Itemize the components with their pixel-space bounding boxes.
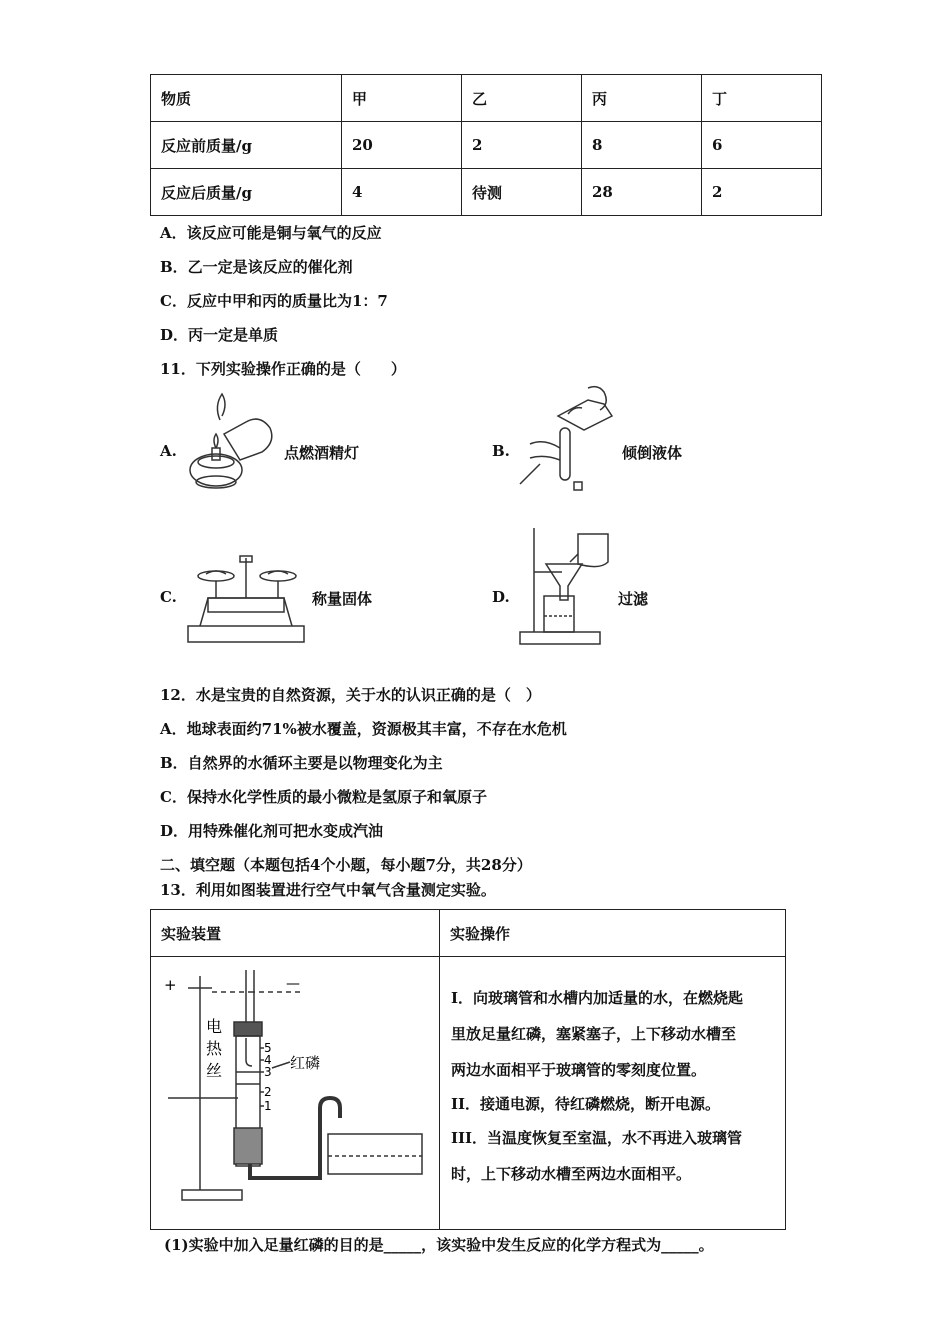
- table-cell: 6: [702, 122, 822, 169]
- scale-2: 2: [264, 1085, 272, 1099]
- table-cell: 丁: [702, 75, 822, 122]
- q13-stem: 13．利用如图装置进行空气中氧气含量测定实验。: [160, 881, 496, 899]
- op-line: 时，上下移动水槽至两边水面相平。: [451, 1165, 692, 1183]
- table-cell: 20: [342, 122, 462, 169]
- pouring-liquid-icon: [518, 384, 622, 500]
- label-wire-3: 丝: [206, 1061, 223, 1080]
- table-cell: 2: [462, 122, 582, 169]
- table-cell: 反应后质量/g: [151, 169, 342, 216]
- q11-label-d: D.: [492, 588, 510, 606]
- q11-label-b: B.: [492, 442, 510, 460]
- balance-icon: [186, 554, 308, 644]
- table-cell: 28: [582, 169, 702, 216]
- table-cell: 甲: [342, 75, 462, 122]
- q10-option-a: A．该反应可能是铜与氧气的反应: [160, 224, 382, 242]
- q12-option-d: D．用特殊催化剂可把水变成汽油: [160, 822, 384, 840]
- label-wire-2: 热: [206, 1039, 223, 1058]
- table-cell: 8: [582, 122, 702, 169]
- alcohol-lamp-icon: [186, 390, 282, 496]
- table-cell: 实验操作: [440, 910, 786, 957]
- table-row: [151, 122, 822, 169]
- table-cell: 丙: [582, 75, 702, 122]
- scale-3: 3: [264, 1065, 272, 1079]
- q11-caption-c: 称量固体: [312, 590, 373, 608]
- q11-label-a: A.: [160, 442, 177, 460]
- q12-option-a: A．地球表面约71%被水覆盖，资源极其丰富，不存在水危机: [160, 720, 567, 738]
- op-line: II．接通电源，待红磷燃烧，断开电源。: [451, 1095, 721, 1113]
- apparatus-diagram: [160, 968, 430, 1206]
- table-cell: 实验装置: [151, 910, 440, 957]
- op-line: 里放足量红磷，塞紧塞子，上下移动水槽至: [451, 1025, 737, 1043]
- table-row: [151, 169, 822, 216]
- q12-option-b: B．自然界的水循环主要是以物理变化为主: [160, 754, 443, 772]
- table-cell: 反应前质量/g: [151, 122, 342, 169]
- plus-sign: +: [164, 976, 177, 994]
- op-line: III．当温度恢复至室温，水不再进入玻璃管: [451, 1129, 743, 1147]
- scale-5: 5: [264, 1041, 272, 1055]
- q11-label-c: C.: [160, 588, 177, 606]
- q11-caption-a: 点燃酒精灯: [284, 444, 360, 462]
- q13-sub1: (1)实验中加入足量红磷的目的是_____，该实验中发生反应的化学方程式为_____。: [164, 1236, 714, 1254]
- q11-stem: 11．下列实验操作正确的是（ ）: [160, 360, 406, 378]
- q11-caption-d: 过滤: [618, 590, 649, 608]
- table-cell: 物质: [151, 75, 342, 122]
- q12-option-c: C．保持水化学性质的最小微粒是氢原子和氧原子: [160, 788, 487, 806]
- table-cell: 待测: [462, 169, 582, 216]
- minus-sign: —: [286, 976, 300, 992]
- q10-option-d: D．丙一定是单质: [160, 326, 279, 344]
- q12-stem: 12．水是宝贵的自然资源，关于水的认识正确的是（ ）: [160, 686, 541, 704]
- table-header-row: [151, 75, 822, 122]
- op-line: I．向玻璃管和水槽内加适量的水，在燃烧匙: [451, 989, 744, 1007]
- scale-4: 4: [264, 1053, 272, 1067]
- operations-cell: [440, 957, 786, 1230]
- q10-option-b: B．乙一定是该反应的催化剂: [160, 258, 353, 276]
- q11-caption-b: 倾倒液体: [622, 444, 683, 462]
- table-cell: 乙: [462, 75, 582, 122]
- label-phosphorus: 红磷: [290, 1054, 321, 1072]
- mass-table: [150, 74, 822, 216]
- table-header-row: [151, 910, 786, 957]
- filtration-icon: [518, 524, 620, 646]
- q10-option-c: C．反应中甲和丙的质量比为1：7: [160, 292, 388, 310]
- section-title: 二、填空题（本题包括4个小题，每小题7分，共28分）: [160, 856, 532, 874]
- table-cell: 4: [342, 169, 462, 216]
- op-line: 两边水面相平于玻璃管的零刻度位置。: [451, 1061, 707, 1079]
- label-wire-1: 电: [206, 1017, 223, 1036]
- table-cell: 2: [702, 169, 822, 216]
- scale-1: 1: [264, 1099, 272, 1113]
